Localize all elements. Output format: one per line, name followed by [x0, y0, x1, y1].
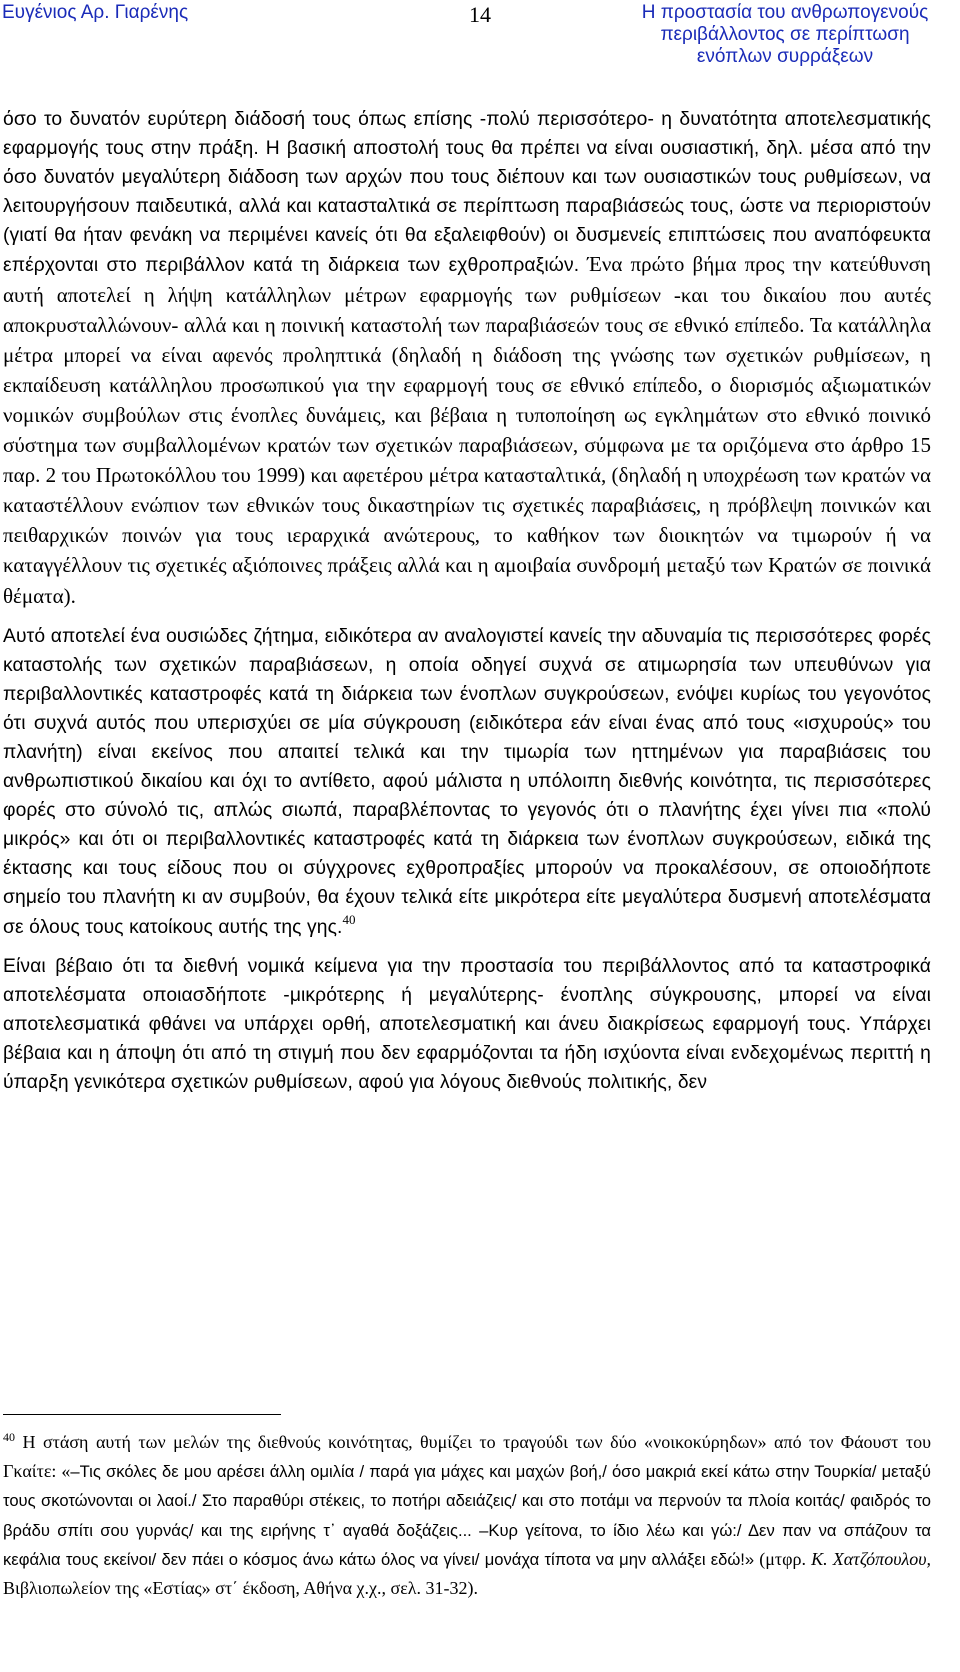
page-number: 14 — [469, 2, 491, 27]
footnote-translator: Κ. Χατζόπουλου, — [811, 1548, 932, 1569]
footnote-number: 40 — [3, 1430, 15, 1444]
header-title — [640, 2, 930, 68]
header-title-line: Η προστασία του ανθρωπογενούς — [641, 2, 929, 23]
footnote-text-d: Βιβλιοπωλείον της «Εστίας» στ΄ έκδοση, Αθήνα χ.χ., σελ. 31-32). — [3, 1578, 478, 1599]
footnote-text-c: (μτφρ. — [754, 1548, 812, 1569]
header-title-line: περιβάλλοντος σε περίπτωση — [660, 24, 910, 45]
footnote — [3, 1428, 931, 1603]
header-author: Ευγένιος Αρ. Γιαρένης — [2, 2, 189, 23]
footnote-text-a: Η στάση αυτή των μελών της διεθνούς κοινότητας, θυμίζει το τραγούδι των δύο «νοικοκύρηδων» από τον Φάουστ του Γκαίτε: « — [3, 1432, 931, 1482]
footnote-separator — [3, 1414, 281, 1415]
paragraph-2 — [3, 622, 931, 942]
body-text — [3, 105, 931, 1097]
footnote-reference[interactable]: 40 — [342, 911, 356, 927]
paragraph-1 — [3, 105, 931, 612]
header-title-line: ενόπλων συρράξεων — [696, 46, 874, 67]
paragraph-3: Είναι βέβαιο ότι τα διεθνή νομικά κείμενα για την προστασία του περιβάλλοντος από τα καταστροφικά αποτελέσματα οποιασδήποτε -μικρότερης ή μεγαλύτερης- ένοπλης σύγκρουσης, μπορεί να είναι αποτελεσματικά φθάνει να υπάρχει ορθή, αποτελεσματική και άνευ διακρίσεως εφαρμογή τους. Υπάρχει βέβαια και η άποψη ότι από τη στιγμή που δεν εφαρμόζονται τα ήδη ισχύοντα είναι ενδεχομένως περιττή η ύπαρξη γενικότερα σχετικών ρυθμίσεων, αφού για λόγους διεθνούς πολιτικής, δεν — [3, 955, 931, 1093]
paragraph-1-part-a: όσο το δυνατόν ευρύτερη διάδοσή τους όπως επίσης -πολύ περισσότερο- η δυνατότητα αποτελεσματικής εφαρμογής τους στην πράξη. Η βασική αποστολή τους θα πρέπει να είναι ουσιαστική, δηλ. μέσα από την όσο δυνατόν μεγαλύτερη διάδοση των αρχών που τους διέπουν και των ουσιαστικών τους ρυθμίσεων, να λειτουργήσουν παιδευτικά, αλλά και κατασταλτικά σε περίπτωση παραβιάσεώς τους, ώστε να περιοριστούν (γιατί θα ήταν φενάκη να περιμένει κανείς ότι θα εξαλειφθούν) οι δυσμενείς επιπτώσεις που αναπόφευκτα επέρχονται στο περιβάλλον κατά τη διάρκεια των εχθροπραξιών. — [3, 109, 931, 277]
footnote-quote: –Τις σκόλες δε μου αρέσει άλλη ομιλία / παρά για μάχες και μαχών βοή,/ όσο μακριά εκεί κάτω στην Τουρκία/ μεταξύ τους σκοτώνονται οι λαοί./ Στο παραθύρι στέκεις, το ποτήρι αδειάζεις/ και στο ποτάμι να περνούν τα πλοία κοιτάς/ φαιδρός το βράδυ σπίτι σου γυρνάς/ και της ειρήνης τ᾽ αγαθά δοξάζεις... –Κυρ γείτονα, το ίδιο λέω και γώ:/ Δεν παν να σπάζουν τα κεφάλια τους εκείνοι/ δεν πάει ο κόσμος άνω κάτω όλος να γίνει/ μονάχα τίποτα να μην αλλάξει εδώ!» — [3, 1462, 932, 1569]
paragraph-1-part-b: Ένα πρώτο βήμα προς την κατεύθυνση αυτή αποτελεί η λήψη κατάλληλων μέτρων εφαρμογής των ρυθμίσεων -και του δικαίου που αυτές αποκρυσταλλώνουν- αλλά και η ποινική καταστολή των παραβιάσεών τους σε εθνικό επίπεδο. Τα κατάλληλα μέτρα μπορεί να είναι αφενός προληπτικά (δηλαδή η διάδοση της γνώσης των σχετικών ρυθμίσεων, η εκπαίδευση κατάλληλου προσωπικού για την εφαρμογή τους σε εθνικό επίπεδο, ο διορισμός αξιωματικών νομικών συμβούλων στις ένοπλες δυνάμεις, και βέβαια η τυποποίηση ως εγκλημάτων στο εθνικό ποινικό σύστημα των συμβαλλομένων κρατών των σχετικών παραβιάσεων, σύμφωνα με τα οριζόμενα στο άρθρο 15 παρ. 2 του Πρωτοκόλλου του 1999) και αφετέρου μέτρα κατασταλτικά, (δηλαδή η υποχρέωση των κρατών να καταστέλλουν ενώπιον των εθνικών τους δικαστηρίων τις σχετικές παραβιάσεις, η πρόβλεψη ποινικών και πειθαρχικών ποινών για τους ιεραρχικά ανώτερους, το καθήκον των διοικητών να τιμωρούν ή να καταγγέλλουν τις σχετικές αξιόποινες πράξεις αλλά και η αμοιβαία συνδρομή μεταξύ των Κρατών σε ποινικά θέματα). — [3, 252, 931, 608]
paragraph-2-text: Αυτό αποτελεί ένα ουσιώδες ζήτημα, ειδικότερα αν αναλογιστεί κανείς την αδυναμία τις περισσότερες φορές καταστολής των σχετικών παραβιάσεων, η οποία οδηγεί συχνά σε ατιμωρησία των υπευθύνων για περιβαλλοντικές καταστροφές κατά τη διάρκεια των ένοπλων συγκρούσεων, ενόψει κυρίως του γεγονότος ότι συχνά αυτός που υπερισχύει σε μία σύγκρουση (ειδικότερα εάν είναι ένας από τους «ισχυρούς» του πλανήτη) είναι εκείνος που απαιτεί τελικά και την τιμωρία των ηττημένων για παραβιάσεις του ανθρωπιστικού δικαίου και όχι το αντίθετο, αφού μάλιστα η υπόλοιπη διεθνής κοινότητα, τις περισσότερες φορές στο σύνολό τις, απλώς σιωπά, παραβλέποντας το γεγονός ότι ο πλανήτης έχει γίνει πια «πολύ μικρός» και ότι οι περιβαλλοντικές καταστροφές κατά τη διάρκεια των ένοπλων συγκρούσεων, ειδικά της έκτασης και τους είδους που οι σύγχρονες εχθροπραξίες μπορούν να προκαλέσουν, σε οποιοδήποτε σημείο του πλανήτη κι αν συμβούν, θα έχουν τελικά είτε μικρότερα είτε μεγαλύτερα δυσμενή αποτελέσματα σε όλους τους κατοίκους αυτής της γης. — [3, 625, 931, 938]
